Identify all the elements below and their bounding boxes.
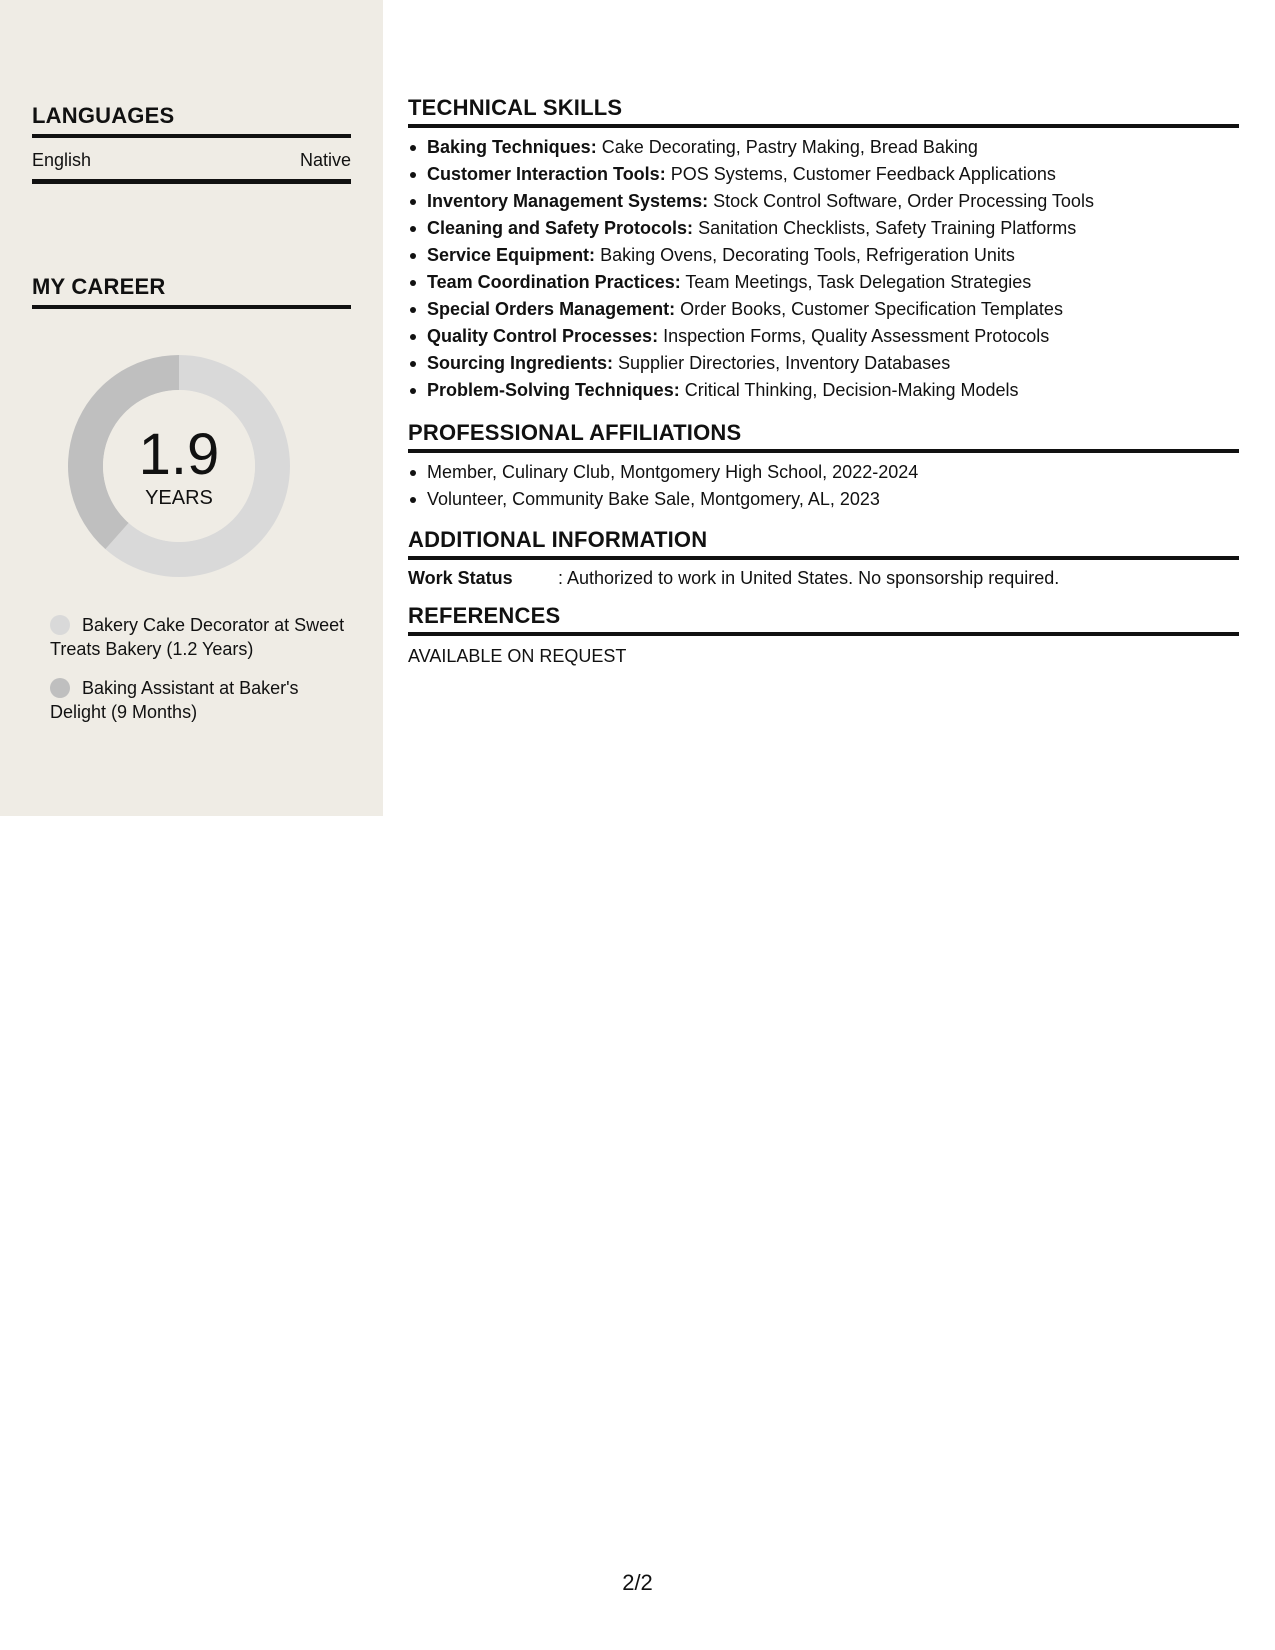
skill-details: Inspection Forms, Quality Assessment Protocols <box>663 326 1050 346</box>
skill-details: Baking Ovens, Decorating Tools, Refrigeration Units <box>600 245 1015 265</box>
legend-swatch <box>50 678 70 698</box>
skill-category: Cleaning and Safety Protocols: <box>427 218 694 238</box>
legend-item <box>50 613 350 661</box>
skill-category: Quality Control Processes: <box>427 326 659 346</box>
skill-item <box>427 377 1239 404</box>
skill-details: Order Books, Customer Specification Templates <box>680 299 1063 319</box>
references-text: AVAILABLE ON REQUEST <box>408 646 627 666</box>
skill-details: Stock Control Software, Order Processing Tools <box>713 191 1094 211</box>
language-level: Native <box>299 150 351 170</box>
skill-item <box>427 215 1239 242</box>
skill-category: Sourcing Ingredients: <box>427 353 614 373</box>
technical-skills-heading: TECHNICAL SKILLS <box>408 95 1239 128</box>
skill-category: Inventory Management Systems: <box>427 191 709 211</box>
skill-item <box>427 350 1239 377</box>
skill-category: Baking Techniques: <box>427 137 597 157</box>
main-content <box>408 95 1239 667</box>
technical-skills-section <box>408 95 1239 404</box>
references-section <box>408 603 1239 667</box>
references-heading: REFERENCES <box>408 603 1239 636</box>
legend-item <box>50 676 350 724</box>
skill-details: POS Systems, Customer Feedback Applications <box>670 164 1056 184</box>
language-name: English <box>32 150 92 170</box>
skill-item <box>427 269 1239 296</box>
skill-category: Team Coordination Practices: <box>427 272 681 292</box>
career-legend <box>50 613 350 739</box>
work-status-value: : Authorized to work in United States. No sponsorship required. <box>558 568 1060 588</box>
additional-info-heading: ADDITIONAL INFORMATION <box>408 527 1239 560</box>
additional-info-section <box>408 527 1239 589</box>
legend-label: Bakery Cake Decorator at Sweet Treats Bakery (1.2 Years) <box>50 615 345 659</box>
affiliations-list <box>408 459 1239 513</box>
career-heading: MY CAREER <box>32 274 351 309</box>
career-donut-chart <box>66 353 292 579</box>
career-section <box>32 274 351 309</box>
skill-details: Cake Decorating, Pastry Making, Bread Baking <box>601 137 978 157</box>
languages-heading: LANGUAGES <box>32 103 351 138</box>
languages-section <box>32 103 351 184</box>
legend-label: Baking Assistant at Baker's Delight (9 Months) <box>50 678 299 722</box>
skill-item <box>427 188 1239 215</box>
donut-center <box>66 353 292 579</box>
page-number: 2/2 <box>622 1570 653 1595</box>
work-status-label: Work Status <box>408 568 513 588</box>
skill-item <box>427 242 1239 269</box>
affiliations-section <box>408 420 1239 513</box>
affiliations-heading: PROFESSIONAL AFFILIATIONS <box>408 420 1239 453</box>
skill-item <box>427 323 1239 350</box>
technical-skills-list <box>408 134 1239 404</box>
skill-details: Supplier Directories, Inventory Databases <box>618 353 951 373</box>
skill-item <box>427 161 1239 188</box>
legend-swatch <box>50 615 70 635</box>
career-total-unit: YEARS <box>145 486 213 509</box>
sidebar <box>0 0 383 816</box>
work-status-row <box>408 568 1239 589</box>
skill-category: Special Orders Management: <box>427 299 676 319</box>
career-total-years: 1.9 <box>138 421 220 487</box>
skill-category: Problem-Solving Techniques: <box>427 380 680 400</box>
skill-item <box>427 134 1239 161</box>
list-item: Member, Culinary Club, Montgomery High School, 2022-2024 <box>427 459 1239 486</box>
skill-details: Team Meetings, Task Delegation Strategies <box>685 272 1032 292</box>
skill-category: Customer Interaction Tools: <box>427 164 666 184</box>
skill-category: Service Equipment: <box>427 245 596 265</box>
list-item: Volunteer, Community Bake Sale, Montgomery, AL, 2023 <box>427 486 1239 513</box>
language-row <box>32 138 351 184</box>
skill-details: Critical Thinking, Decision-Making Models <box>684 380 1019 400</box>
skill-item <box>427 296 1239 323</box>
skill-details: Sanitation Checklists, Safety Training Platforms <box>698 218 1077 238</box>
